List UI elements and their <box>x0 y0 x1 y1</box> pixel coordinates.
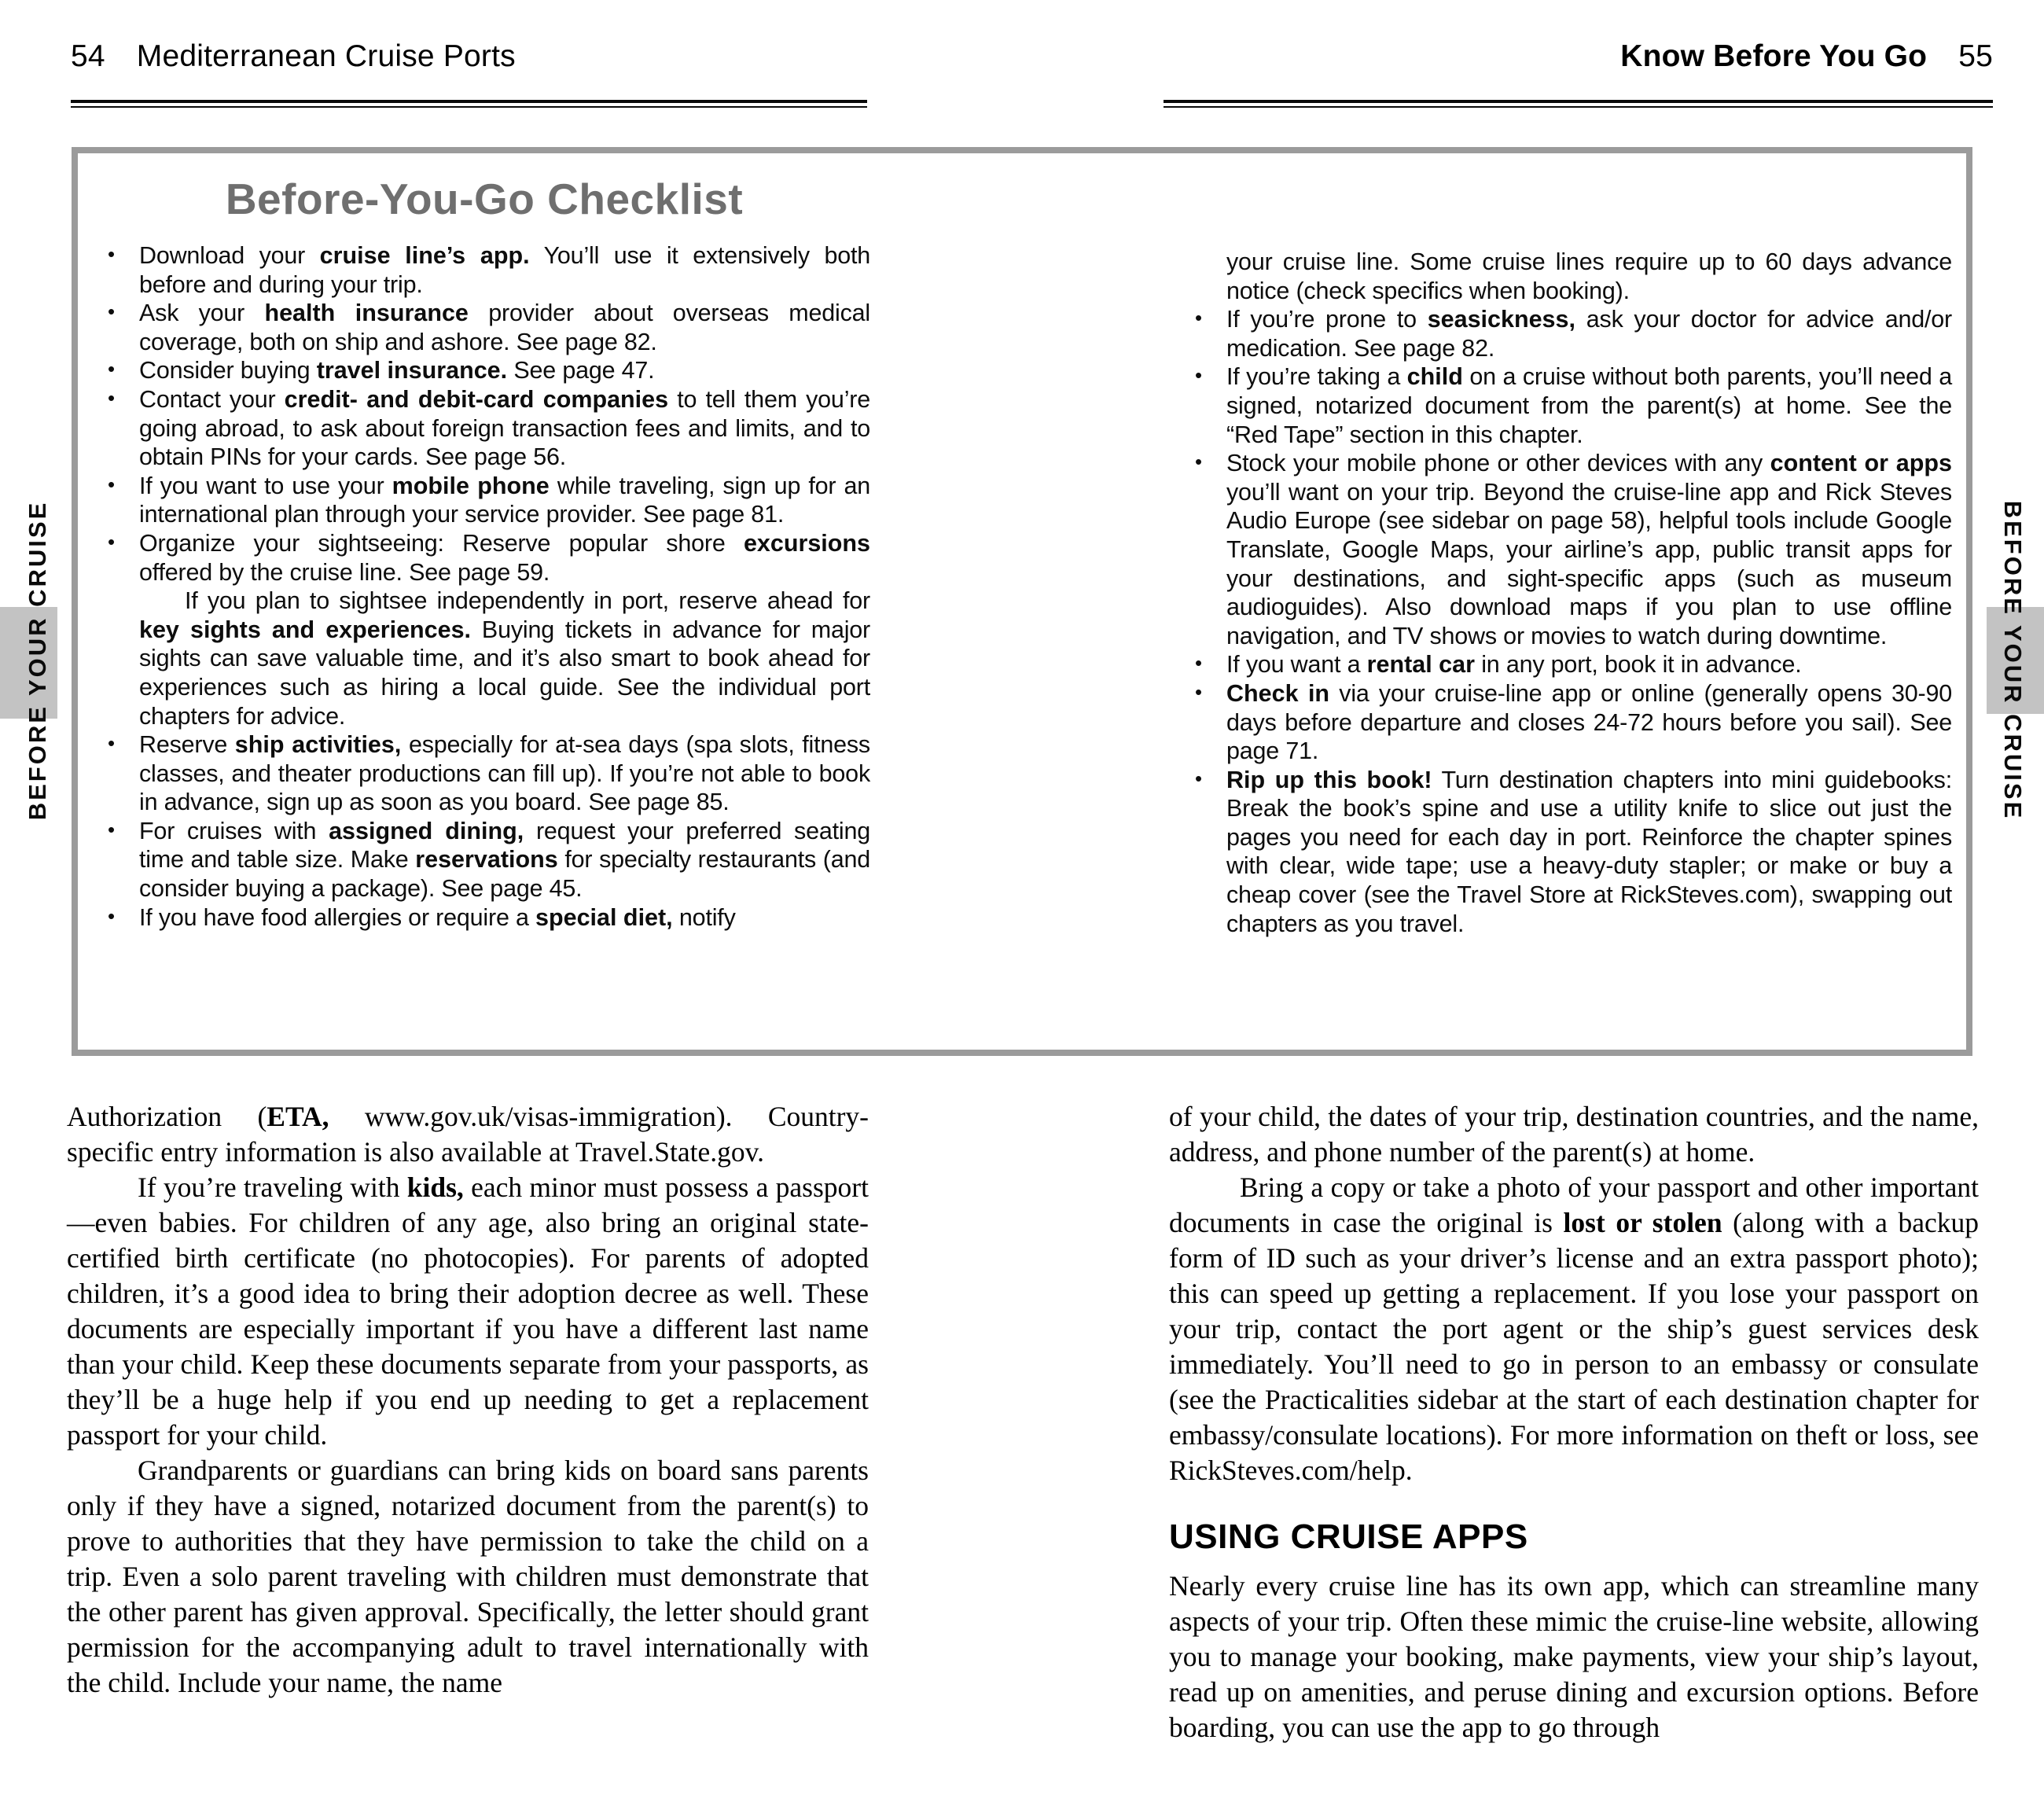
text-run: to tell them you’re going abroad, to ask about foreign transaction fees and limits, and to obtain PINs for your cards. See page 56. <box>139 385 870 471</box>
checklist-item <box>98 472 870 529</box>
text-run: If you want to use your <box>139 472 392 499</box>
bold-text-run: Rip up this book! <box>1226 766 1432 793</box>
section-heading <box>1169 1518 1979 1556</box>
text-run: Bring a copy or take a photo of your passport and other important documents in case the original is <box>1169 1171 1979 1238</box>
text-run: If you’re prone to <box>1226 306 1428 333</box>
bold-text-run: credit- and debit-card companies <box>284 385 669 413</box>
body-right-column <box>1169 1099 1979 1745</box>
left-page-header <box>71 39 867 74</box>
right-header-rule <box>1164 100 1993 108</box>
body-paragraph <box>67 1099 869 1170</box>
checklist-item <box>1186 679 1952 766</box>
text-run: If you have food allergies or require a <box>139 903 536 931</box>
bold-text-run: reservations <box>415 846 558 874</box>
text-run: you’ll want on your trip. Beyond the cruise-line app and Rick Steves Audio Europe (see sidebar on page 58), helpful tools include Google Translate, Google Maps, your airline’s app, public transit apps for your destinations, and sight-specific apps (such as museum audioguides). Also download maps if you plan to use offline navigation, and TV shows or movies to watch during downtime. <box>1226 478 1952 649</box>
text-run: If you plan to sightsee independently in port, reserve ahead for <box>185 587 870 615</box>
bold-text-run: mobile phone <box>392 472 550 499</box>
bullet-icon: • <box>1195 307 1202 330</box>
bold-text-run: assigned dining, <box>329 817 524 844</box>
checklist-item <box>98 817 870 903</box>
text-run: via your cruise-line app or online (generally opens 30-90 days before departure and closes 24-72 hours before you sail). See page 71. <box>1226 679 1952 765</box>
checklist-box <box>72 147 1972 1056</box>
bold-text-run: cruise line’s app. <box>319 242 530 269</box>
bold-text-run: content or apps <box>1770 450 1952 477</box>
text-run: request your preferred seating time and table size. Make <box>139 817 870 874</box>
checklist-item <box>98 730 870 817</box>
text-run: ask your doctor for advice and/or medication. See page 82. <box>1226 306 1952 362</box>
bold-text-run: health insurance <box>264 300 469 327</box>
left-page-number: 54 <box>71 39 105 73</box>
checklist-item <box>98 529 870 587</box>
text-run: Stock your mobile phone or other devices with any <box>1226 450 1770 477</box>
bullet-icon: • <box>1195 451 1202 474</box>
checklist-left-column <box>98 241 870 932</box>
bold-text-run: ETA, <box>267 1101 329 1132</box>
text-run: If you’re traveling with <box>138 1171 407 1203</box>
checklist-right-column <box>1186 248 1952 938</box>
text-run: For cruises with <box>139 817 329 844</box>
text-run: for specialty restaurants (and consider buying a package). See page 45. <box>139 846 870 903</box>
checklist-item <box>1186 362 1952 449</box>
bullet-icon: • <box>108 387 115 410</box>
checklist-item <box>1186 449 1952 650</box>
text-run: You’ll use it extensively both before and during your trip. <box>139 242 871 298</box>
bold-text-run: ship activities, <box>234 731 402 759</box>
text-run: www.gov.uk/visas-immigration). Country-specific entry information is also available at Travel.State.gov. <box>67 1101 869 1168</box>
bold-text-run: rental car <box>1366 651 1475 679</box>
body-paragraph <box>67 1170 869 1453</box>
text-run: your cruise line. Some cruise lines require up to 60 days advance notice (check specifics when booking). <box>1226 248 1952 304</box>
checklist-continuation-paragraph <box>1186 248 1952 305</box>
right-page-number: 55 <box>1958 39 1993 73</box>
text-run: Authorization ( <box>67 1101 267 1132</box>
checklist-item <box>1186 650 1952 679</box>
bold-text-run: seasickness, <box>1427 306 1575 333</box>
checklist-item <box>1186 305 1952 362</box>
bold-text-run: kids, <box>406 1171 464 1203</box>
text-run: Download your <box>139 242 320 269</box>
bullet-icon: • <box>108 531 115 554</box>
bullet-icon: • <box>1195 653 1202 675</box>
text-run: while traveling, sign up for an international plan through your service provider. See page 81. <box>139 472 870 528</box>
bold-text-run: excursions <box>743 529 870 557</box>
bullet-icon: • <box>1195 767 1202 790</box>
bullet-icon: • <box>1195 365 1202 388</box>
right-page-title: Know Before You Go <box>1620 39 1928 73</box>
text-run: of your child, the dates of your trip, destination countries, and the name, address, and phone number of the parent(s) at home. <box>1169 1101 1979 1168</box>
text-run: If you’re taking a <box>1226 363 1407 391</box>
text-run: See page 47. <box>507 357 655 384</box>
checklist-item <box>1186 766 1952 939</box>
checklist-item <box>98 356 870 385</box>
text-run: Grandparents or guardians can bring kids on board sans parents only if they have a signed, notarized document from the parent(s) to prove to authorities that they have permission to take the child on a trip. Even a solo parent traveling with children must demonstrate that the other parent has given approval. Specifically, the letter should grant permission for the accompanying adult to travel internationally with the child. Include your name, the name <box>67 1455 869 1698</box>
text-run: each minor must possess a passport—even babies. For children of any age, also bring an original state-certified birth certificate (no photocopies). For parents of adopted children, it’s a good idea to bring their adoption decree as well. These documents are especially important if you have a different last name than your child. Keep these documents separate from your passports, as they’ll be a huge help if you end up needing to get a replacement passport for your child. <box>67 1171 869 1451</box>
checklist-item <box>98 299 870 356</box>
left-header-rule <box>71 100 867 108</box>
text-run: notify <box>672 903 736 931</box>
text-run: offered by the cruise line. See page 59. <box>139 558 550 586</box>
bullet-icon: • <box>1195 681 1202 704</box>
text-run: Buying tickets in advance for major sights can save valuable time, and it’s also smart to book ahead for experiences such as hiring a local guide. See the individual port chapters for advice. <box>139 616 870 730</box>
left-page-title: Mediterranean Cruise Ports <box>136 39 516 73</box>
checklist-continuation-paragraph <box>98 587 870 730</box>
text-run: Contact your <box>139 385 285 413</box>
body-paragraph <box>1169 1170 1979 1488</box>
bold-text-run: child <box>1406 363 1463 391</box>
text-run: Nearly every cruise line has its own app, which can streamline many aspects of your trip. Often these mimic the cruise-line website, allowing you to manage your booking, make payments, view your ship’s layout, read up on amenities, and peruse dining and excursion options. Before boarding, you can use the app to go through <box>1169 1570 1979 1743</box>
bullet-icon: • <box>108 818 115 841</box>
bold-text-run: special diet, <box>535 903 673 931</box>
bullet-icon: • <box>108 359 115 381</box>
body-left-column <box>67 1099 869 1701</box>
text-run: on a cruise without both parents, you’ll need a signed, notarized document from the parent(s) at home. See the “Red Tape” section in this chapter. <box>1226 363 1952 448</box>
right-page-header <box>1164 39 1993 74</box>
left-margin-tab-label: BEFORE YOUR CRUISE <box>24 500 51 821</box>
text-run: provider about overseas medical coverage, both on ship and ashore. See page 82. <box>139 300 870 355</box>
body-paragraph <box>67 1453 869 1701</box>
text-run: especially for at-sea days (spa slots, fitness classes, and theater productions can fill up). If you’re not able to book in advance, sign up as soon as you board. See page 85. <box>139 731 870 816</box>
text-run: Consider buying <box>139 357 317 384</box>
text-run: Reserve <box>139 731 235 759</box>
text-run: USING CRUISE APPS <box>1169 1517 1528 1556</box>
bold-text-run: key sights and experiences. <box>139 616 472 643</box>
checklist-item <box>98 241 870 299</box>
text-run: If you want a <box>1226 651 1367 679</box>
bullet-icon: • <box>108 244 115 266</box>
checklist-item <box>98 385 870 472</box>
bold-text-run: Check in <box>1226 679 1330 707</box>
checklist-item <box>98 903 870 932</box>
bold-text-run: lost or stolen <box>1563 1207 1722 1238</box>
bullet-icon: • <box>108 905 115 928</box>
text-run: Turn destination chapters into mini guidebooks: Break the book’s spine and use a utility knife to slice out just the pages you need for each day in port. Reinforce the chapter spines with clear, wide tape; use a heavy-duty stapler; or make or buy a cheap cover (see the Travel Store at RickSteves.com), swapping out chapters as you travel. <box>1226 766 1952 937</box>
body-paragraph <box>1169 1569 1979 1745</box>
text-run: Ask your <box>139 300 265 327</box>
bullet-icon: • <box>108 473 115 496</box>
checklist-title: Before-You-Go Checklist <box>225 175 744 223</box>
text-run: in any port, book it in advance. <box>1474 651 1802 679</box>
body-paragraph <box>1169 1099 1979 1170</box>
bullet-icon: • <box>108 733 115 756</box>
text-run: (along with a backup form of ID such as your driver’s license and an extra passport photo); this can speed up getting a replacement. If you lose your passport on your trip, contact the port agent or the ship’s guest services desk immediately. You’ll need to go in person to an embassy or consulate (see the Practicalities sidebar at the start of each destination chapter for embassy/consulate locations). For more information on theft or loss, see RickSteves.com/help. <box>1169 1207 1979 1486</box>
bold-text-run: travel insurance. <box>316 357 508 384</box>
bullet-icon: • <box>108 301 115 324</box>
right-margin-tab-label: BEFORE YOUR CRUISE <box>1999 500 2027 821</box>
text-run: Organize your sightseeing: Reserve popular shore <box>139 529 744 557</box>
